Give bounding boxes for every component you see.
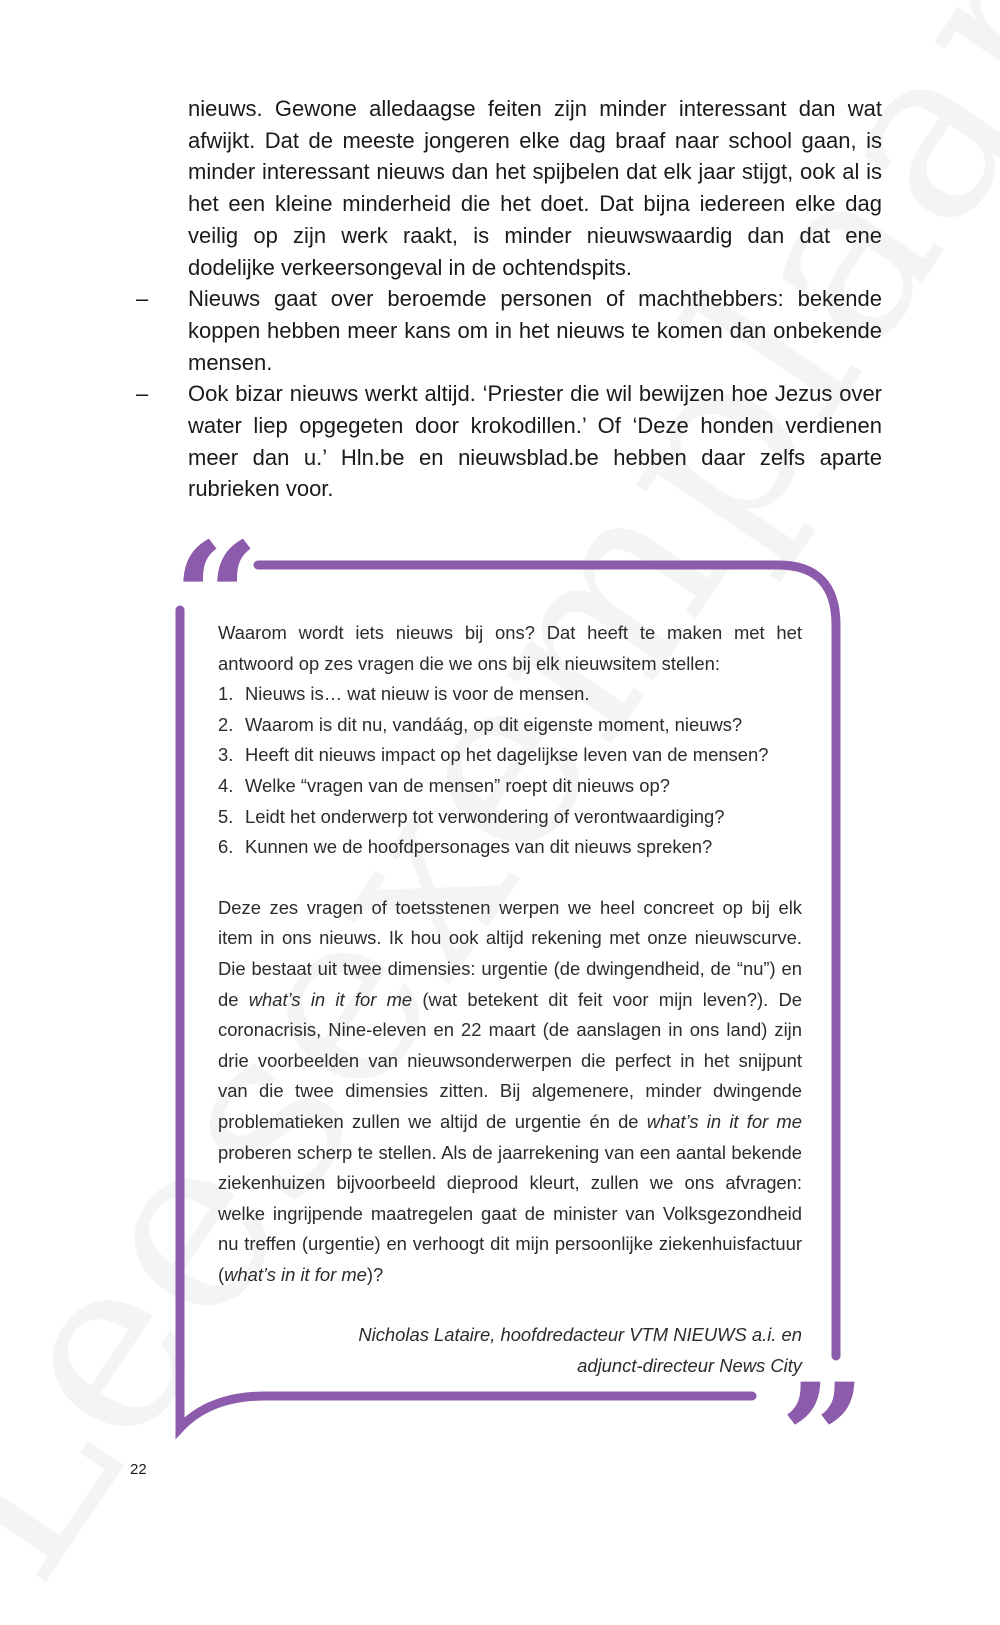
bullet-item: [136, 378, 882, 505]
bullet-item: [136, 283, 882, 378]
question-text: Waarom is dit nu, vandáág, op dit eigenste moment, nieuws?: [245, 713, 743, 735]
question-item: [218, 710, 802, 741]
quote-body-italic-1: what’s in it for me: [248, 988, 413, 1010]
bullet-dash: –: [136, 381, 149, 407]
question-number: 2.: [218, 713, 234, 735]
quote-body-italic-3: what’s in it for me: [224, 1263, 367, 1285]
page-number: 22: [130, 1461, 147, 1478]
close-quote-icon: ”: [780, 1351, 853, 1527]
question-text: Heeft dit nieuws impact op het dagelijkse leven van de mensen?: [245, 744, 769, 766]
question-item: [218, 679, 802, 710]
body-text: [136, 93, 882, 505]
quote-body-part-2: (wat betekent dit feit voor mijn leven?). De coronacrisis, Nine-eleven en 22 maart (de aanslagen in ons land) zijn drie voorbeelden van nieuwsonderwerpen die perfect in het snijpunt van die twee dimensies zitten. Bij algemenere, minder dwingende problematieken zullen we altijd de urgentie én de: [218, 988, 802, 1132]
attribution-line: adjunct-directeur News City: [577, 1355, 802, 1377]
question-list: [218, 679, 802, 863]
question-number: 6.: [218, 836, 234, 858]
bullet-text: Ook bizar nieuws werkt altijd. ‘Priester die wil bewijzen hoe Jezus over water liep opgegeten door krokodillen.’ Of ‘Deze honden verdienen meer dan u.’ Hln.be en nieuwsblad.be hebben daar zelfs aparte rubrieken voor.: [188, 381, 882, 502]
quote-box-text: [218, 618, 802, 1382]
question-number: 1.: [218, 683, 234, 705]
question-number: 4.: [218, 774, 234, 796]
question-item: [218, 802, 802, 833]
attribution-line: Nicholas Lataire, hoofdredacteur VTM NIEUWS a.i. en: [358, 1324, 802, 1346]
quote-intro: Waarom wordt iets nieuws bij ons? Dat heeft te maken met het antwoord op zes vragen die we ons bij elk nieuwsitem stellen:: [218, 622, 802, 674]
question-text: Nieuws is… wat nieuw is voor de mensen.: [245, 683, 590, 705]
open-quote-icon: “: [173, 510, 246, 686]
question-text: Kunnen we de hoofdpersonages van dit nieuws spreken?: [245, 836, 713, 858]
question-item: [218, 771, 802, 802]
quote-body-part-3: proberen scherp te stellen. Als de jaarrekening van een aantal bekende ziekenhuizen bijvoorbeeld dieprood kleurt, zullen we ons afvragen: welke ingrijpende maatregelen gaat de minister van Volksgezondheid nu treffen (urgentie) en verhoogt dit mijn persoonlijke ziekenhuisfactuur (: [218, 1141, 802, 1285]
question-text: Leidt het onderwerp tot verwondering of verontwaardiging?: [245, 805, 725, 827]
spacer: [218, 863, 802, 893]
quote-body-paragraph: [218, 893, 802, 1291]
quote-body-part-1: Deze zes vragen of toetsstenen werpen we heel concreet op bij elk item in ons nieuws. Ik hou ook altijd rekening met onze nieuwscurve. Die bestaat uit twee dimensies: urgentie (de dwingendheid, de “nu”) en de: [218, 896, 802, 1010]
quote-body-part-4: )?: [366, 1263, 384, 1285]
question-text: Welke “vragen van de mensen” roept dit nieuws op?: [245, 774, 670, 796]
quote-body-italic-2: what’s in it for me: [646, 1110, 802, 1132]
question-number: 3.: [218, 744, 234, 766]
question-item: [218, 740, 802, 771]
bullet-dash: –: [136, 286, 149, 312]
bullet-text: Nieuws gaat over beroemde personen of machthebbers: bekende koppen hebben meer kans om in het nieuws te komen dan onbekende mensen.: [188, 286, 882, 375]
quote-attribution: [218, 1320, 802, 1381]
question-item: [218, 832, 802, 863]
question-number: 5.: [218, 805, 234, 827]
body-intro-paragraph: nieuws. Gewone alledaagse feiten zijn minder interessant dan wat afwijkt. Dat de meeste jongeren elke dag braaf naar school gaan, is minder interessant nieuws dan het spijbelen dat elk jaar stijgt, ook al is het een kleine minderheid die het doet. Dat bijna iedereen elke dag veilig op zijn werk raakt, is minder nieuwswaardig dan dat ene dodelijke verkeersongeval in de ochtendspits.: [188, 96, 882, 280]
